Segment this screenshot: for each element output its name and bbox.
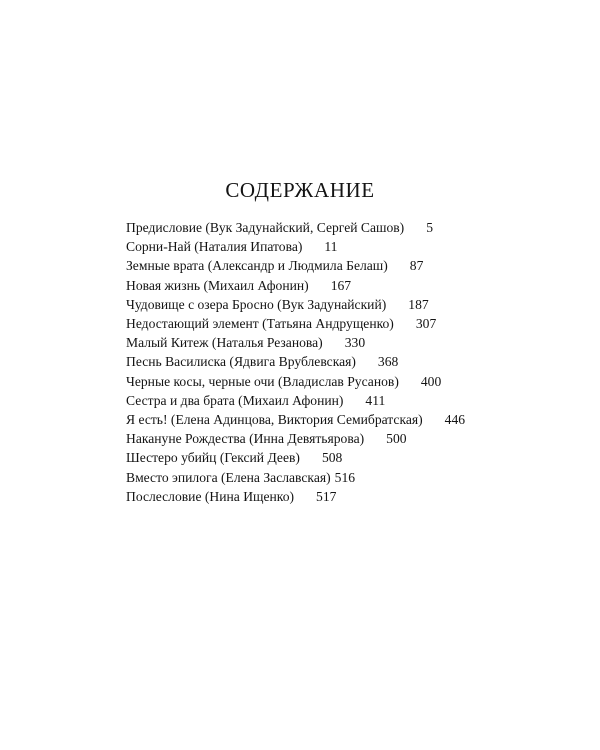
toc-entry-text: Послесловие (Нина Ищенко) [126, 488, 295, 504]
toc-entry-page: 187 [408, 296, 429, 312]
toc-entry [126, 314, 465, 333]
toc-entry-text: Я есть! (Елена Адинцова, Виктория Семибратская) [126, 412, 423, 428]
toc-entry-page: 330 [344, 335, 366, 351]
toc-entry [126, 237, 465, 256]
toc-entry [126, 352, 465, 371]
toc-entry [126, 429, 465, 448]
toc-entry-page: 167 [330, 277, 352, 293]
toc-entry [126, 372, 465, 391]
toc-entry-text: Сестра и два брата (Михаил Афонин) [126, 392, 344, 408]
toc-entry [126, 468, 465, 487]
toc-entry [126, 391, 465, 410]
toc-title: СОДЕРЖАНИЕ [225, 178, 375, 202]
toc-entry [126, 487, 465, 506]
toc-entry-page: 516 [334, 469, 356, 485]
toc-entry-text: Малый Китеж (Наталья Резанова) [126, 335, 323, 351]
toc-list [126, 218, 465, 506]
toc-entry-page: 508 [321, 450, 343, 466]
toc-entry-text: Чудовище с озера Бросно (Вук Задунайский) [126, 296, 387, 312]
toc-entry [126, 276, 465, 295]
toc-entry-text: Шестеро убийц (Гексий Деев) [126, 450, 300, 466]
toc-entry-text: Черные косы, черные очи (Владислав Русанов) [126, 373, 399, 389]
toc-entry [126, 218, 465, 237]
toc-entry [126, 256, 465, 275]
toc-entry [126, 410, 465, 429]
toc-entry-text: Вместо эпилога (Елена Заславская) [126, 469, 331, 485]
toc-entry-page: 411 [365, 392, 386, 408]
toc-entry-text: Песнь Василиска (Ядвига Врублевская) [126, 354, 356, 370]
toc-entry [126, 448, 465, 467]
toc-entry-text: Накануне Рождества (Инна Девятьярова) [126, 431, 365, 447]
toc-entry [126, 295, 465, 314]
toc-entry [126, 333, 465, 352]
toc-entry-page: 368 [377, 354, 399, 370]
toc-entry-page: 446 [444, 412, 466, 428]
toc-entry-page: 307 [415, 316, 437, 332]
toc-entry-page: 500 [386, 431, 407, 447]
toc-entry-page: 5 [426, 220, 434, 235]
toc-entry-text: Недостающий элемент (Татьяна Андрущенко) [126, 316, 394, 332]
toc-entry-page: 517 [316, 488, 337, 504]
toc-entry-text: Сорни-Най (Наталия Ипатова) [126, 239, 303, 255]
toc-entry-page: 400 [420, 373, 442, 389]
toc-entry-page: 11 [324, 239, 338, 255]
toc-entry-page: 87 [409, 258, 424, 274]
toc-entry-text: Земные врата (Александр и Людмила Белаш) [126, 258, 388, 274]
toc-entry-text: Новая жизнь (Михаил Афонин) [126, 277, 309, 293]
toc-entry-text: Предисловие (Вук Задунайский, Сергей Сашов) [126, 220, 405, 235]
